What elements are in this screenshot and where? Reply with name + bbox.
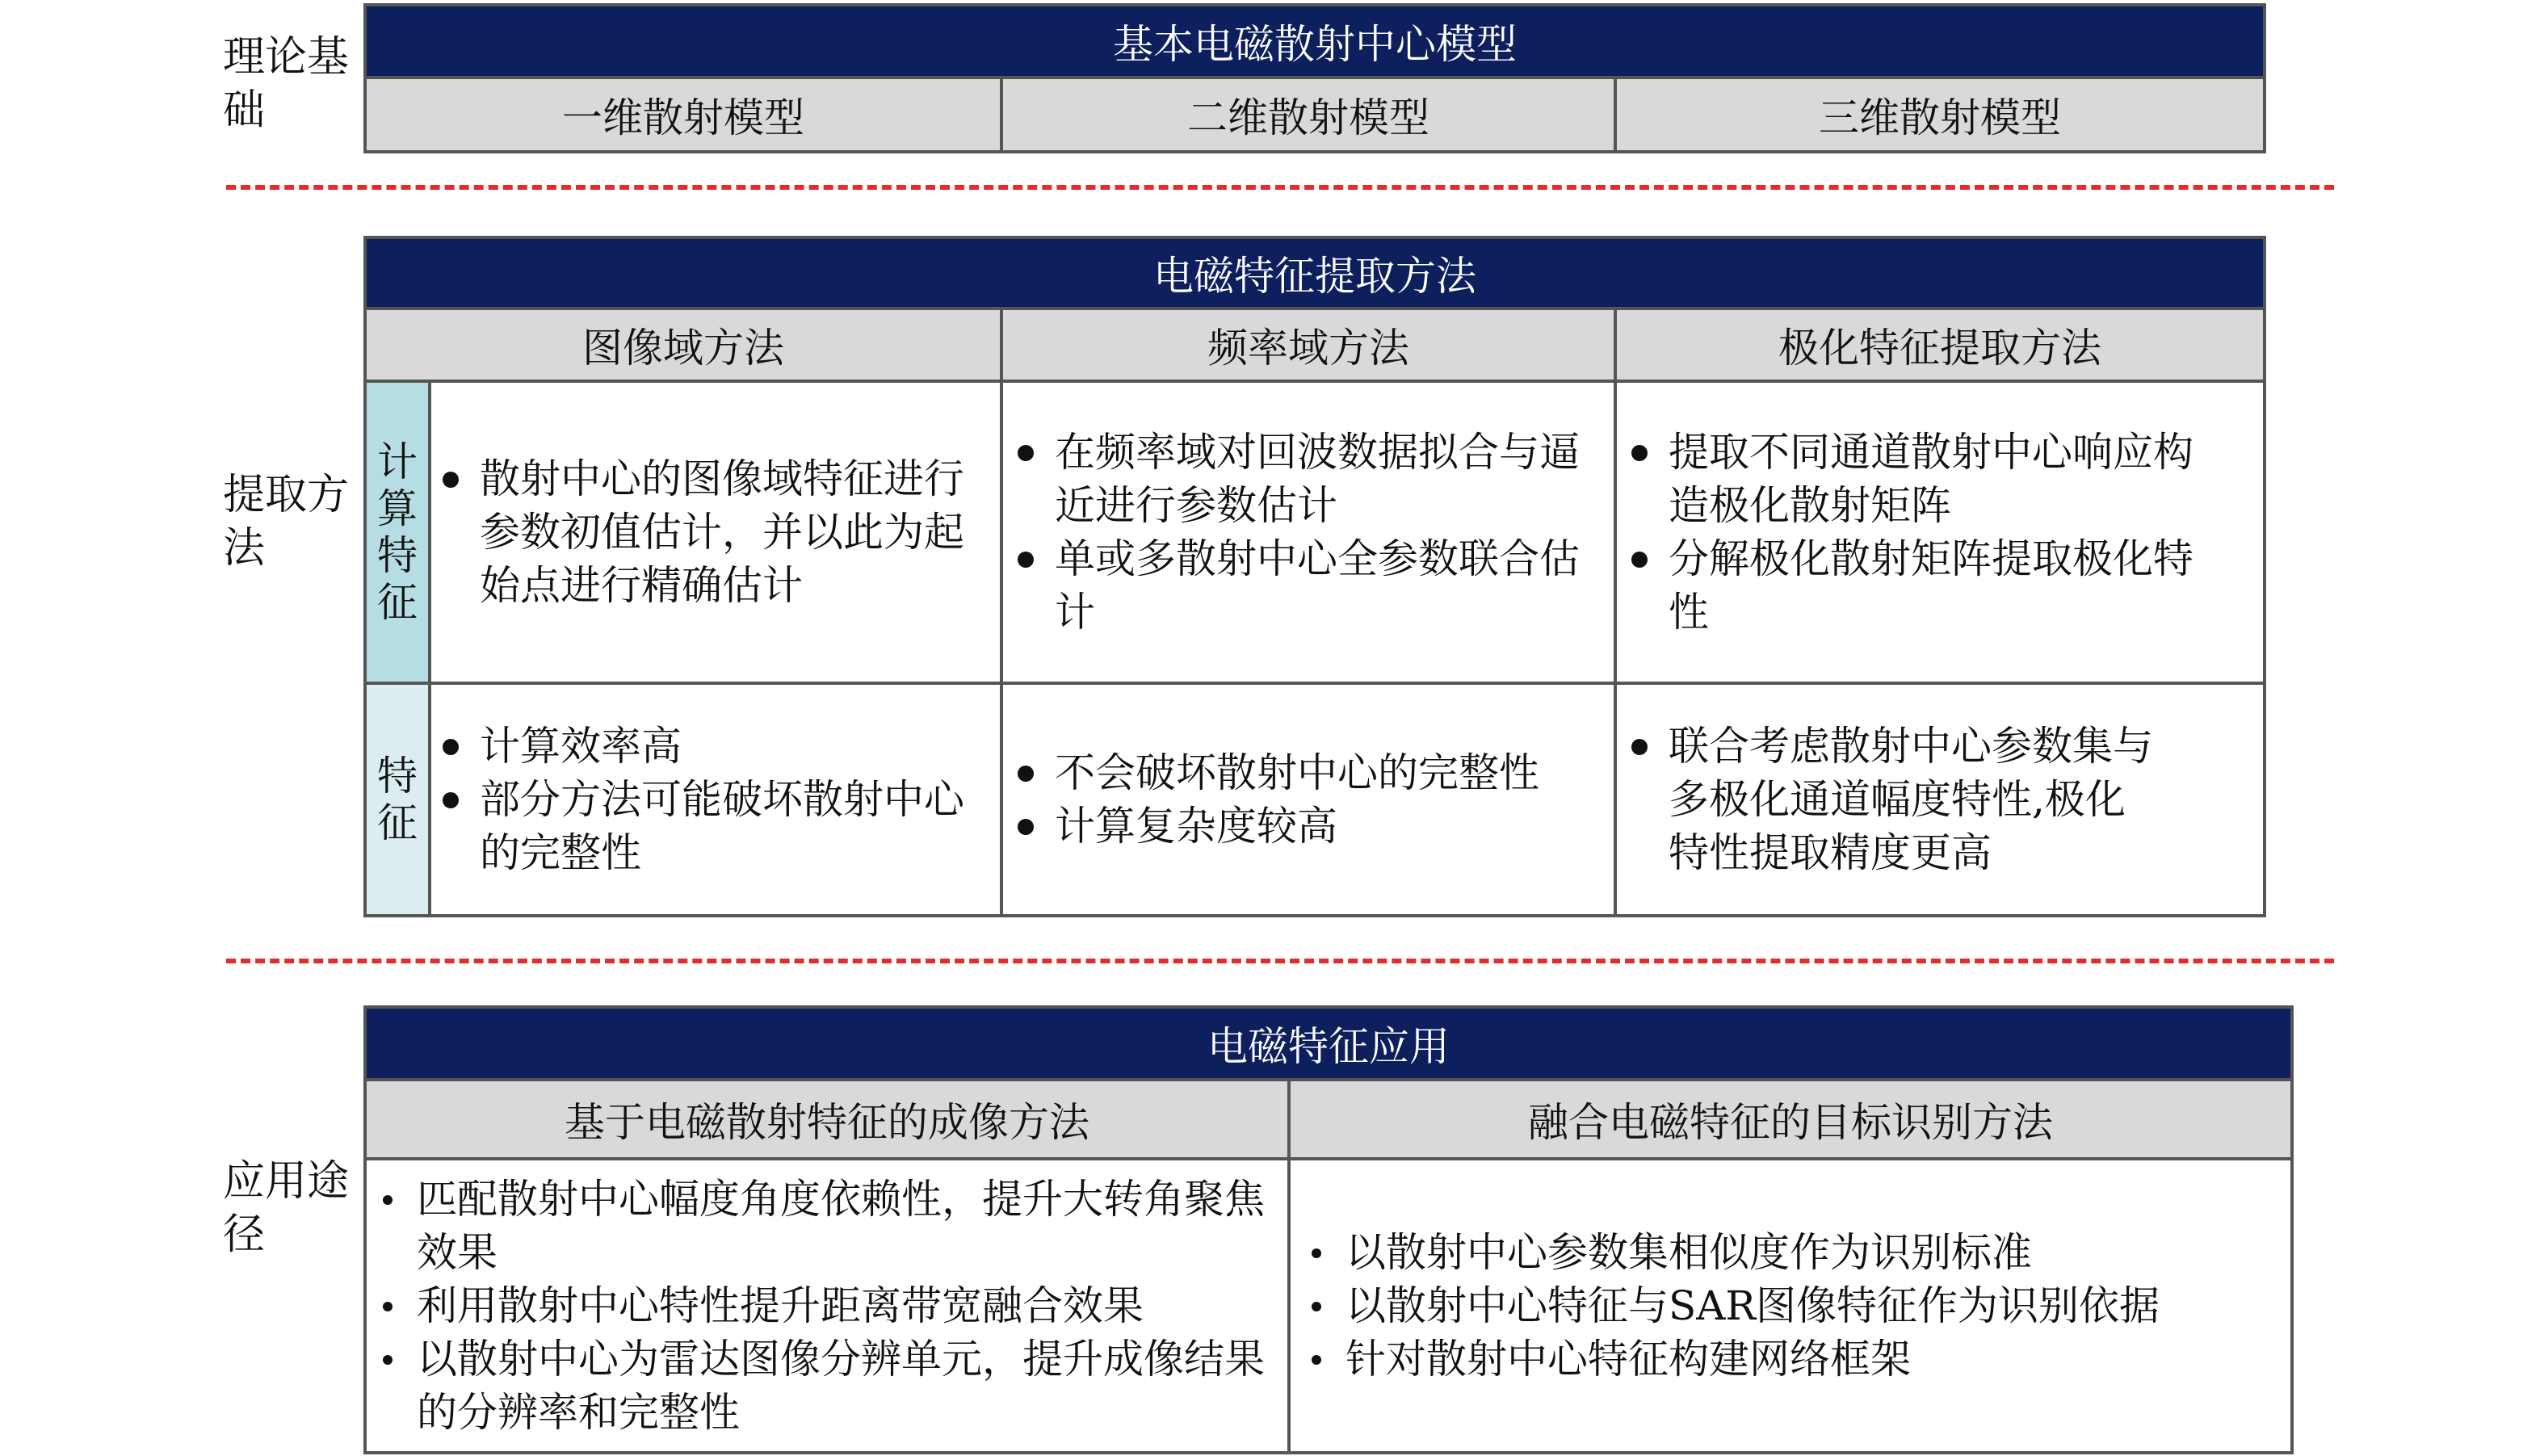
list-item: 计算复杂度较高	[1013, 799, 1614, 853]
row-label-feature-text: 特征	[377, 753, 418, 846]
extraction-title: 电磁特征提取方法	[367, 239, 2263, 310]
divider	[1000, 79, 1003, 150]
list-item: 提取不同通道散射中心响应构造极化散射矩阵	[1627, 426, 2208, 532]
section-separator	[226, 185, 2334, 190]
list-item: 针对散射中心特征构建网络框架	[1300, 1332, 2281, 1386]
divider	[1614, 79, 1617, 150]
row-label-computation	[367, 383, 428, 682]
extraction-table	[363, 236, 2266, 917]
list-item: 联合考虑散射中心参数集与多极化通道幅度特性,极化特性提取精度更高	[1627, 720, 2160, 879]
list-item: 单或多散射中心全参数联合估计	[1013, 532, 1614, 639]
list-item: 利用散射中心特性提升距离带宽融合效果	[372, 1279, 1284, 1332]
theory-column-3: 三维散射模型	[1617, 79, 2263, 150]
list-item: 以散射中心为雷达图像分辨单元，提升成像结果的分辨率和完整性	[372, 1332, 1284, 1439]
theory-table	[363, 3, 2266, 153]
list-item: 分解极化散射矩阵提取极化特性	[1627, 532, 2208, 639]
divider	[1000, 310, 1003, 914]
theory-column-2: 二维散射模型	[1003, 79, 1614, 150]
section-separator	[226, 959, 2334, 963]
divider	[1287, 1081, 1291, 1451]
section-label-theory: 理论基础	[223, 33, 350, 135]
cell-frequency-domain-feature	[1013, 685, 1614, 914]
application-column-recognition: 融合电磁特征的目标识别方法	[1291, 1081, 2290, 1157]
cell-image-domain-computation	[434, 383, 1000, 682]
list-item: 部分方法可能破坏散射中心的完整性	[438, 773, 1000, 879]
extraction-column-polarization: 极化特征提取方法	[1617, 310, 2263, 380]
extraction-column-frequency-domain: 频率域方法	[1003, 310, 1614, 380]
list-item: 计算效率高	[438, 720, 1000, 773]
list-item: 匹配散射中心幅度角度依赖性，提升大转角聚焦效果	[372, 1173, 1284, 1279]
list-item: 在频率域对回波数据拟合与逼近进行参数估计	[1013, 426, 1614, 532]
list-item: 以散射中心参数集相似度作为识别标准	[1300, 1226, 2281, 1279]
row-label-computation-text: 计算特征	[377, 438, 418, 626]
list-item: 以散射中心特征与SAR图像特征作为识别依据	[1300, 1279, 2281, 1332]
application-table	[363, 1005, 2294, 1454]
list-item: 不会破坏散射中心的完整性	[1013, 746, 1614, 799]
application-column-imaging: 基于电磁散射特征的成像方法	[367, 1081, 1287, 1157]
list-item: 散射中心的图像域特征进行参数初值估计，并以此为起始点进行精确估计	[438, 452, 1000, 612]
cell-polarization-feature	[1627, 685, 2160, 914]
cell-image-domain-feature	[434, 685, 1000, 914]
section-label-application: 应用途径	[223, 1157, 350, 1259]
divider	[428, 380, 431, 914]
extraction-column-image-domain: 图像域方法	[367, 310, 1000, 380]
theory-title: 基本电磁散射中心模型	[367, 6, 2263, 79]
cell-imaging-methods	[367, 1160, 1284, 1451]
section-label-extraction: 提取方法	[223, 471, 350, 573]
cell-frequency-domain-computation	[1013, 383, 1614, 682]
row-label-feature	[367, 685, 428, 914]
application-title: 电磁特征应用	[367, 1009, 2290, 1081]
cell-recognition-methods	[1295, 1160, 2281, 1451]
divider	[1614, 310, 1617, 914]
theory-column-1: 一维散射模型	[367, 79, 1000, 150]
cell-polarization-computation	[1627, 383, 2208, 682]
